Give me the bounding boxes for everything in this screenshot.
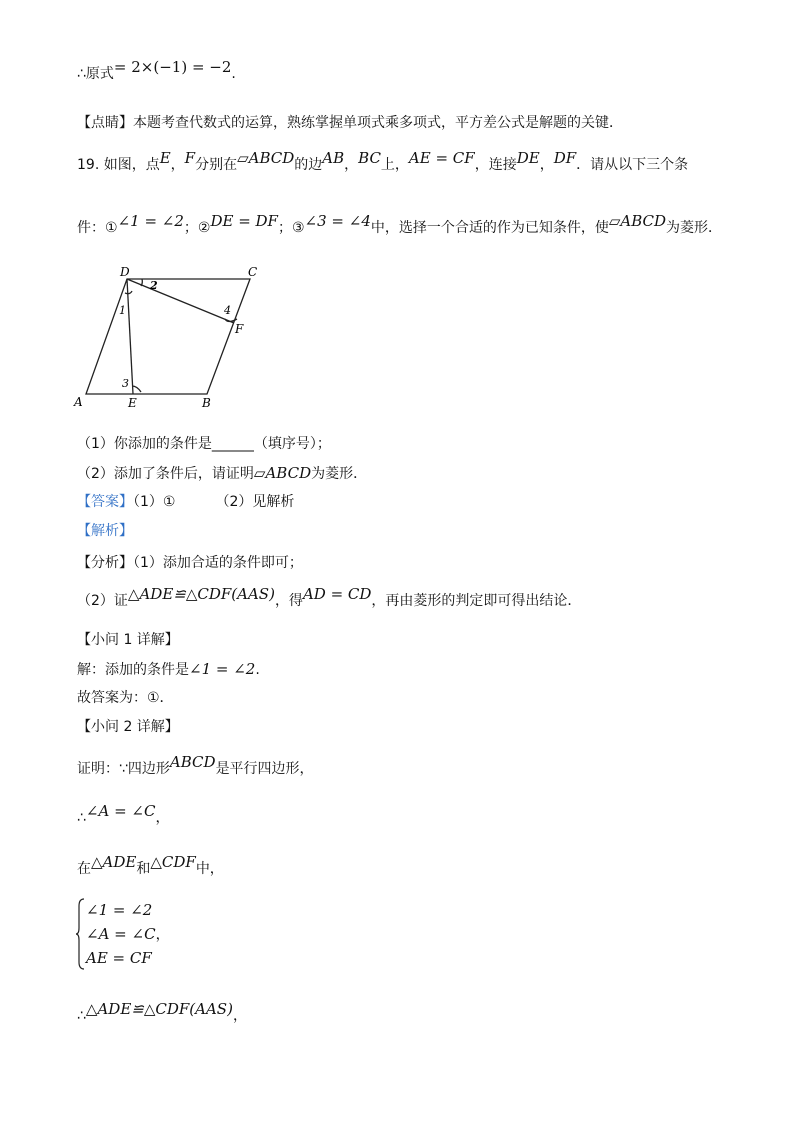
arc-angle-2 bbox=[141, 279, 142, 286]
text: 在 bbox=[77, 861, 91, 877]
text: ∴原式 bbox=[77, 66, 114, 82]
text: 证明：∵四边形 bbox=[77, 761, 170, 777]
formula-line bbox=[77, 58, 236, 84]
jiexi-tag: 【解析】 bbox=[77, 523, 133, 539]
math: ∠A = ∠C bbox=[85, 802, 156, 820]
math: ∠1 = ∠2 bbox=[189, 660, 256, 678]
text: . bbox=[231, 66, 236, 82]
subquestion-1-answer: 故答案为：①． bbox=[77, 690, 174, 706]
math: ∠A = ∠C bbox=[86, 925, 156, 943]
math: DE = DF bbox=[210, 212, 278, 230]
label-2: 2 bbox=[150, 279, 158, 292]
text: ， bbox=[232, 1008, 247, 1024]
math: ▱ABCD bbox=[237, 149, 295, 167]
text: ．请从以下三个条 bbox=[576, 157, 689, 173]
text: 和 bbox=[136, 861, 151, 877]
math: ∠1 = ∠2 bbox=[117, 212, 184, 230]
text: 的边 bbox=[294, 157, 323, 173]
text: 中，选择一个合适的作为已知条件，使 bbox=[370, 220, 609, 236]
label-a: A bbox=[74, 395, 83, 409]
subquestion-1-title: 【小问 1 详解】 bbox=[77, 632, 179, 648]
math: ▱ABCD bbox=[608, 212, 667, 230]
math: = 2×(−1) = −2 bbox=[113, 58, 232, 76]
text: . bbox=[255, 662, 260, 678]
math: △ADE≌△CDF(AAS) bbox=[127, 585, 275, 603]
text: ∴ bbox=[77, 1008, 86, 1024]
math: DE bbox=[516, 149, 540, 167]
text: （2）证 bbox=[77, 593, 128, 609]
answer-tag: 【答案】 bbox=[77, 494, 133, 510]
text: 件：① bbox=[77, 220, 118, 236]
math: △ADE≌△CDF(AAS) bbox=[85, 1000, 233, 1018]
text: （1）① bbox=[133, 494, 176, 510]
text: 是平行四边形， bbox=[215, 761, 314, 777]
math: BC bbox=[358, 149, 381, 167]
system-row-3: AE = CF bbox=[86, 949, 152, 967]
label-4: 4 bbox=[224, 304, 231, 317]
text: ，连接 bbox=[474, 157, 517, 173]
system-row-2 bbox=[86, 924, 170, 945]
math: △CDF bbox=[150, 853, 196, 871]
text: 上， bbox=[380, 157, 409, 173]
subquestion-1-solution bbox=[77, 659, 260, 680]
text: ， bbox=[155, 927, 170, 943]
proof-line-2 bbox=[77, 802, 170, 828]
text: 分别在 bbox=[195, 157, 238, 173]
text: 为菱形． bbox=[666, 220, 723, 236]
proof-line-1 bbox=[77, 753, 314, 779]
text: （2）添加了条件后，请证明 bbox=[77, 466, 254, 482]
math: DF bbox=[553, 149, 577, 167]
math: E bbox=[159, 149, 171, 167]
proof-line-3 bbox=[77, 853, 224, 879]
question-2 bbox=[77, 463, 367, 484]
text: （2）见解析 bbox=[215, 494, 295, 510]
fenxi-line: 【分析】（1）添加合适的条件即可； bbox=[77, 555, 303, 571]
answer-line bbox=[77, 492, 294, 512]
fenxi-line-2 bbox=[77, 585, 582, 611]
text: ；② bbox=[183, 220, 211, 236]
math: AB bbox=[322, 149, 345, 167]
math: △ADE bbox=[91, 853, 137, 871]
text: ， bbox=[344, 157, 359, 173]
text: 19. 如图，点 bbox=[77, 157, 160, 173]
math: F bbox=[184, 149, 196, 167]
label-c: C bbox=[248, 265, 258, 279]
system-brace bbox=[75, 898, 85, 970]
proof-line-4 bbox=[77, 1000, 247, 1026]
text: 为菱形． bbox=[311, 466, 368, 482]
segment-df bbox=[127, 279, 234, 323]
label-f: F bbox=[235, 322, 244, 336]
parallelogram-figure bbox=[70, 260, 280, 415]
label-e: E bbox=[128, 396, 137, 410]
question-1: （1）你添加的条件是______（填序号）； bbox=[77, 436, 331, 452]
subquestion-2-title: 【小问 2 详解】 bbox=[77, 719, 179, 735]
text: ， bbox=[539, 157, 554, 173]
label-3: 3 bbox=[122, 377, 129, 390]
label-1: 1 bbox=[119, 304, 126, 317]
label-d: D bbox=[120, 265, 130, 279]
arc-angle-1 bbox=[125, 291, 132, 294]
text: ，再由菱形的判定即可得出结论． bbox=[371, 593, 582, 609]
math: ABCD bbox=[169, 753, 216, 771]
math: AE = CF bbox=[408, 149, 475, 167]
text: ∴ bbox=[77, 810, 86, 826]
text: ， bbox=[170, 157, 185, 173]
label-b: B bbox=[202, 396, 211, 410]
system-row-1: ∠1 = ∠2 bbox=[86, 901, 153, 919]
problem-19-line1 bbox=[77, 149, 689, 175]
math: ▱ABCD bbox=[253, 464, 312, 482]
math: ∠3 = ∠4 bbox=[304, 212, 371, 230]
text: ，得 bbox=[274, 593, 303, 609]
text: 中， bbox=[195, 861, 224, 877]
math: AD = CD bbox=[302, 585, 372, 603]
text: 解：添加的条件是 bbox=[77, 662, 189, 678]
dianjing-line: 【点睛】本题考查代数式的运算，熟练掌握单项式乘多项式，平方差公式是解题的关键． bbox=[77, 115, 623, 131]
text: ；③ bbox=[277, 220, 305, 236]
problem-19-line2 bbox=[77, 212, 723, 238]
text: ， bbox=[155, 810, 170, 826]
